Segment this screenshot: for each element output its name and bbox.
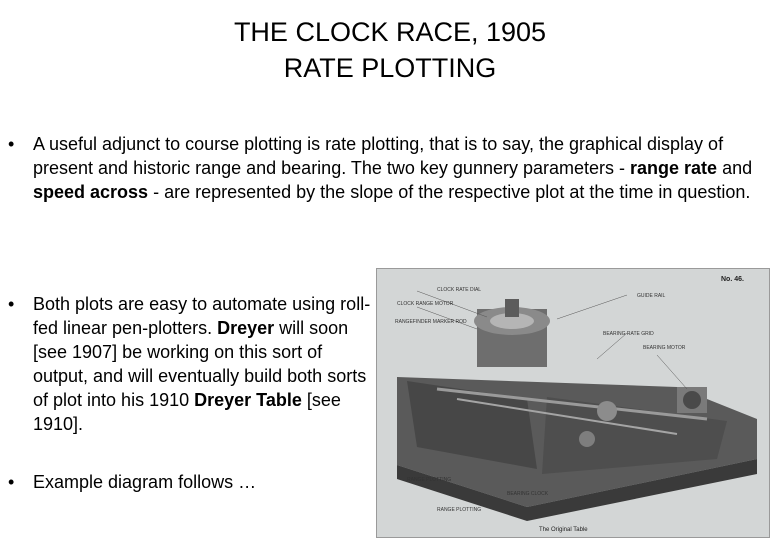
- photo-caption: The Original Table: [539, 527, 588, 533]
- gear-1: [597, 401, 617, 421]
- label-bearing-rate-grid: BEARING RATE GRID: [603, 331, 654, 337]
- title-line-1: THE CLOCK RACE, 1905: [233, 17, 547, 47]
- label-guide-rail: GUIDE RAIL: [637, 293, 666, 299]
- bullet-1-bold-speed-across: speed across: [33, 182, 149, 202]
- bullet-1-text-c: - are represented by the slope of the respective plot at the time in question.: [148, 182, 751, 202]
- dial-spindle: [505, 299, 519, 317]
- label-bearing-motor: BEARING MOTOR: [643, 345, 686, 351]
- bullet-2-bold-dreyer: Dreyer: [217, 318, 275, 338]
- gear-2: [579, 431, 595, 447]
- bullet-text-3: [33, 470, 353, 494]
- bullet-3-text: Example diagram follows …: [33, 472, 257, 492]
- plate-number: No. 46.: [721, 276, 744, 283]
- bearing-motor-hub: [683, 391, 701, 409]
- bullet-marker-1: •: [8, 134, 15, 154]
- label-rangefinder-marker-rod: RANGEFINDER MARKER ROD: [395, 319, 467, 325]
- bullet-marker-3: •: [8, 472, 15, 492]
- label-range-plotting: RANGE PLOTTING: [407, 477, 452, 483]
- bullet-1-text-b: and: [717, 158, 753, 178]
- label-bearing-clock: BEARING CLOCK: [507, 491, 549, 497]
- bullet-1-bold-range-rate: range rate: [630, 158, 718, 178]
- bullet-2-bold-dreyer-table: Dreyer Table: [194, 390, 302, 410]
- bullet-marker-2: •: [8, 294, 15, 314]
- bullet-2-text-b: will soon [see 1907] be working on this sort of output, and will eventually build both sorts of plot into his 1910: [33, 318, 367, 410]
- title-line-2: RATE PLOTTING: [283, 53, 497, 83]
- label-clock-range-motor: CLOCK RANGE MOTOR: [397, 301, 454, 307]
- bullet-2-text-c: [see 1910].: [33, 390, 341, 434]
- bullet-text-2: [33, 292, 371, 436]
- slide-title: [0, 14, 780, 86]
- bullet-1-text-a: A useful adjunct to course plotting is rate plotting, that is to say, the graphical display of present and historic range and bearing. The two key gunnery parameters -: [33, 134, 724, 178]
- bullet-text-1: [33, 132, 773, 204]
- bullet-2-text-a: Both plots are easy to automate using roll-fed linear pen-plotters.: [33, 294, 371, 338]
- machine-illustration: [377, 269, 769, 537]
- label-clock-rate-dial: CLOCK RATE DIAL: [437, 287, 482, 293]
- clock-table-photo: [376, 268, 770, 538]
- label-range-plotting-2: RANGE PLOTTING: [437, 507, 482, 513]
